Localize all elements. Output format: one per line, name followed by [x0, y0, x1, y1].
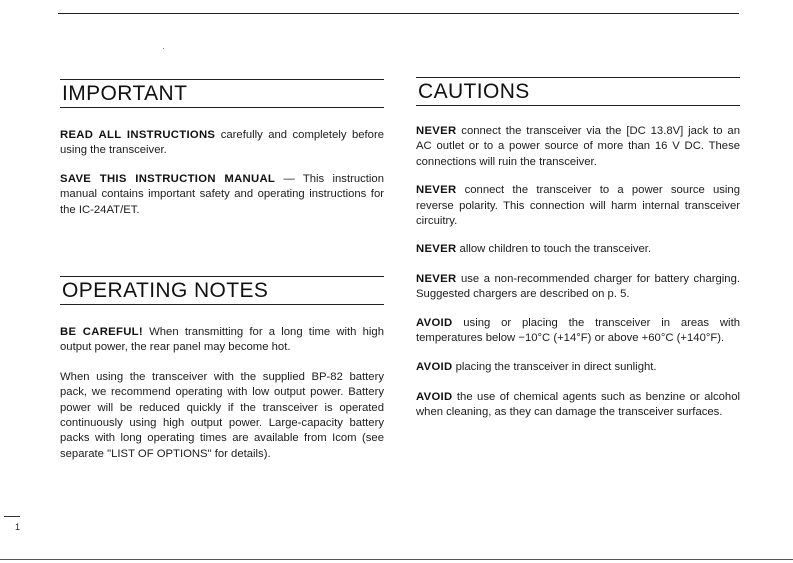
keyword: READ ALL INSTRUCTIONS: [60, 129, 216, 141]
caution-para-7: [416, 390, 740, 421]
caution-para-1: [416, 124, 740, 170]
caution-para-5: [416, 316, 740, 347]
keyword: AVOID: [416, 390, 453, 403]
operating-notes-section: [60, 276, 384, 462]
operating-notes-title: OPERATING NOTES: [62, 279, 269, 302]
paragraph-text: connect the transceiver to a power source using reverse polarity. This connection will harm internal transceiver circuitry.: [416, 184, 740, 228]
operating-notes-para-2: [60, 370, 384, 462]
paragraph-text: using or placing the transceiver in areas with temperatures below −10°C (+14°F) or above +60°C (+140°F).: [416, 316, 740, 345]
important-title: IMPORTANT: [62, 82, 188, 105]
caution-para-4: [416, 272, 740, 303]
cautions-title: CAUTIONS: [418, 80, 530, 103]
paragraph-text: When using the transceiver with the supplied BP-82 battery pack, we recommend operating with low output power. Battery power will be reduced quickly if the transceiver is operated continuously using high output power. Large-capacity battery packs with long operating times are available from Icom (see separate "LIST OF OPTIONS" for details).: [60, 370, 384, 460]
scan-speck: [163, 48, 164, 49]
paragraph-text: — This instruction manual contains important safety and operating instructions for the IC-24AT/ET.: [60, 172, 385, 216]
cautions-section: [416, 77, 740, 421]
keyword: NEVER: [416, 272, 457, 285]
paragraph-text: connect the transceiver via the [DC 13.8V] jack to an AC outlet or to a power source of more than 16 V DC. These connections will ruin the transceiver.: [416, 125, 740, 168]
bottom-rule: [0, 559, 793, 560]
page-number: 1: [15, 522, 21, 532]
operating-notes-para-1: [60, 325, 384, 356]
paragraph-text: the use of chemical agents such as benzine or alcohol when cleaning, as they can damage the transceiver surfaces.: [416, 390, 740, 419]
top-rule: [58, 13, 739, 14]
paragraph-text: carefully and completely before using the transceiver.: [60, 129, 384, 157]
caution-para-3: [416, 242, 740, 257]
paragraph-text: allow children to touch the transceiver.: [456, 243, 652, 256]
caution-para-6: [416, 360, 740, 375]
keyword: AVOID: [416, 316, 453, 329]
cautions-heading-box: [416, 77, 740, 106]
caution-para-2: [416, 183, 740, 229]
paragraph-text: placing the transceiver in direct sunlight.: [452, 361, 657, 374]
important-para-1: [60, 128, 384, 159]
keyword: BE CAREFUL!: [60, 326, 143, 338]
page-number-mark: [4, 516, 20, 517]
keyword: SAVE THIS INSTRUCTION MANUAL: [60, 172, 276, 185]
important-heading-box: [60, 79, 384, 108]
important-section: [60, 79, 384, 218]
keyword: NEVER: [416, 125, 457, 137]
important-para-2: [60, 172, 384, 218]
paragraph-text: When transmitting for a long time with high output power, the rear panel may become hot.: [60, 326, 384, 354]
keyword: NEVER: [416, 243, 457, 256]
operating-notes-heading-box: [60, 276, 384, 305]
keyword: NEVER: [416, 184, 457, 197]
paragraph-text: use a non-recommended charger for battery charging. Suggested chargers are described on p. 5.: [416, 272, 740, 301]
keyword: AVOID: [416, 361, 453, 374]
